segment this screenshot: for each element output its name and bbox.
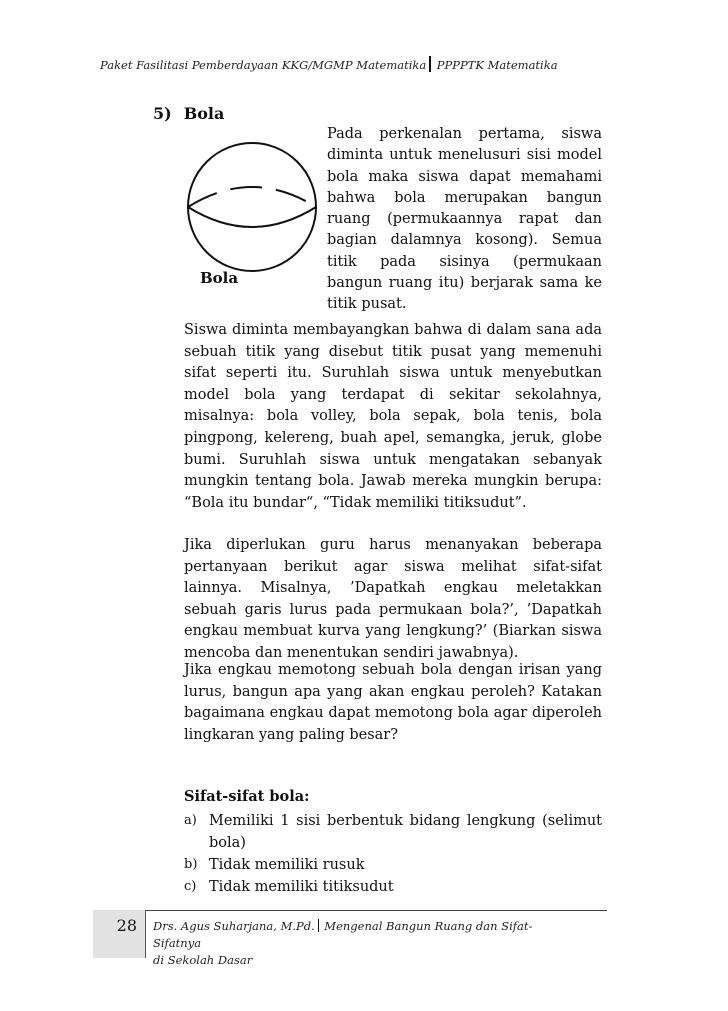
paragraph-cutting-sphere: Jika engkau memotong sebuah bola dengan irisan yang lurus, bangun apa yang akan engkau peroleh? Katakan bagaimana engkau dapat memotong bola agar diperoleh lingkaran yang paling besar?: [184, 662, 602, 743]
properties-title: Sifat-sifat bola:: [184, 788, 310, 805]
header-right-text: PPPPTK Matematika: [436, 58, 558, 72]
page-number-box: [93, 910, 146, 958]
list-item-letter: c): [184, 879, 197, 894]
page-footer: [153, 918, 573, 969]
header-separator: [429, 56, 431, 72]
list-item-text: Memiliki 1 sisi berbentuk bidang lengkung (selimut bola): [209, 813, 602, 851]
footer-divider: [93, 910, 607, 911]
list-item: [184, 854, 602, 876]
section-number: 5): [153, 104, 172, 123]
footer-author: Drs. Agus Suharjana, M.Pd.: [153, 919, 315, 933]
list-item: [184, 810, 602, 854]
page-header: [100, 56, 660, 72]
footer-separator: [318, 919, 320, 932]
footer-title-line1: Mengenal Bangun Ruang dan Sifat-Sifatnya: [153, 919, 533, 950]
page-number: 28: [116, 916, 137, 935]
list-item-text: Tidak memiliki rusuk: [209, 857, 365, 873]
sphere-outline: [188, 143, 316, 271]
list-item: [184, 876, 602, 898]
paragraph-model-examples: Siswa diminta membayangkan bahwa di dalam sana ada sebuah titik yang disebut titik pusat yang memenuhi sifat seperti itu. Suruhlah siswa untuk menyebutkan model bola yang terdapat di sekitar sekolahnya, misalnya: bola volley, bola sepak, bola tenis, bola pingpong, kelereng, buah apel, semangka, jeruk, globe bumi. Suruhlah siswa untuk mengatakan sebanyak mungkin tentang bola. Jawab mereka mungkin berupa: “Bola itu bundar“, “Tidak memiliki titiksudut”.: [184, 322, 602, 511]
list-item-text: Tidak memiliki titiksudut: [209, 879, 394, 895]
intro-paragraph: Pada perkenalan pertama, siswa diminta untuk menelusuri sisi model bola maka siswa dapat memahami bahwa bola merupakan bangun ruang (permukaannya rapat dan bagian dalamnya kosong). Semua titik pada sisinya (permukaan bangun ruang itu) berjarak sama ke titik pusat.: [327, 126, 602, 313]
sphere-equator-back: [188, 187, 316, 207]
header-left-text: Paket Fasilitasi Pemberdayaan KKG/MGMP Matematika: [100, 58, 427, 72]
list-item-letter: a): [184, 813, 197, 828]
figure-caption: Bola: [200, 269, 239, 287]
footer-title-line2: di Sekolah Dasar: [153, 953, 253, 967]
section-title: [153, 104, 224, 123]
sphere-equator-front: [188, 207, 316, 227]
properties-list: [184, 810, 602, 898]
list-item-letter: b): [184, 857, 198, 872]
section-heading: Bola: [183, 104, 225, 123]
paragraph-teacher-questions: Jika diperlukan guru harus menanyakan beberapa pertanyaan berikut agar siswa melihat sifat-sifat lainnya. Misalnya, ’Dapatkah engkau meletakkan sebuah garis lurus pada permukaan bola?’, ’Dapatkah engkau membuat kurva yang lengkung?’ (Biarkan siswa mencoba dan menentukan sendiri jawabnya).: [184, 537, 602, 661]
